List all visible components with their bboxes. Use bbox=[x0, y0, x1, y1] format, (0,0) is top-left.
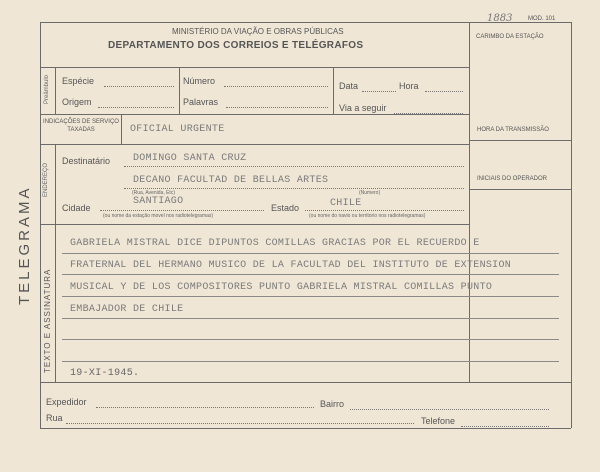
telefone-label: Telefone bbox=[421, 416, 456, 426]
body-rule-6 bbox=[62, 361, 559, 362]
cidade-hint: (ou nome da estação movel nos radiotelegramas) bbox=[103, 213, 214, 219]
body-line-4: EMBAJADOR DE CHILE bbox=[70, 304, 184, 315]
body-rule-5 bbox=[62, 339, 559, 340]
expedidor-line bbox=[96, 407, 314, 408]
data-label: Data bbox=[339, 81, 359, 91]
indicacoes-value: OFICIAL URGENTE bbox=[130, 124, 225, 135]
body-left bbox=[55, 224, 56, 382]
numero-line bbox=[224, 86, 328, 87]
body-date: 19-XI-1945. bbox=[70, 368, 140, 379]
cidade-label: Cidade bbox=[62, 203, 91, 213]
street-line bbox=[124, 188, 464, 189]
model-label: MOD. 101 bbox=[528, 16, 556, 22]
department-title: DEPARTAMENTO DOS CORREIOS E TELÉGRAFOS bbox=[108, 40, 364, 51]
body-rule-2 bbox=[62, 274, 559, 275]
transmissao-rule bbox=[469, 140, 571, 141]
via-line bbox=[394, 113, 463, 114]
preamble-bottom bbox=[40, 114, 469, 115]
hora-label: Hora bbox=[399, 81, 419, 91]
especie-label: Espécie bbox=[62, 76, 95, 86]
cidade-line bbox=[100, 210, 264, 211]
estado-line bbox=[305, 210, 464, 211]
address-left bbox=[55, 144, 56, 224]
address-bottom bbox=[40, 224, 469, 225]
hora-line bbox=[425, 91, 463, 92]
rua-label: Rua bbox=[46, 413, 63, 423]
street-value: DECANO FACULTAD DE BELLAS ARTES bbox=[133, 175, 329, 186]
data-line bbox=[362, 91, 396, 92]
destinatario-value: DOMINGO SANTA CRUZ bbox=[133, 153, 247, 164]
frame-bottom bbox=[40, 428, 571, 429]
body-line-2: FRATERNAL DEL HERMANO MUSICO DE LA FACULTAD DEL INSTITUTO DE EXTENSION bbox=[70, 260, 512, 271]
iniciais-operador-label: INICIAIS DO OPERADOR bbox=[477, 176, 548, 182]
body-side-label: TEXTO E ASSINATURA bbox=[43, 268, 52, 373]
bairro-label: Bairro bbox=[320, 399, 345, 409]
rua-line bbox=[66, 423, 414, 424]
address-side-label: ENDEREÇO bbox=[43, 162, 49, 197]
telefone-line bbox=[461, 426, 549, 427]
estado-label: Estado bbox=[271, 203, 300, 213]
indicacoes-bottom bbox=[40, 144, 469, 145]
body-bottom bbox=[40, 382, 571, 383]
preamble-top bbox=[40, 67, 469, 68]
right-column-divider bbox=[469, 22, 470, 382]
ministry-title: MINISTÉRIO DA VIAÇÃO E OBRAS PÚBLICAS bbox=[172, 27, 344, 36]
expedidor-label: Expedidor bbox=[46, 397, 87, 407]
body-rule-1 bbox=[62, 253, 559, 254]
estado-value: CHILE bbox=[330, 198, 362, 209]
via-label: Via a seguir bbox=[339, 103, 387, 113]
stamp-label: CARIMBO DA ESTAÇÃO bbox=[476, 34, 544, 40]
bairro-line bbox=[350, 409, 549, 410]
palavras-line bbox=[226, 107, 328, 108]
body-line-3: MUSICAL Y DE LOS COMPOSITORES PUNTO GABRIELA MISTRAL COMILLAS PUNTO bbox=[70, 282, 493, 293]
preamble-div2 bbox=[333, 67, 334, 114]
especie-line bbox=[104, 86, 174, 87]
street-hint: (Rua, Avenida, Etc) bbox=[132, 190, 175, 196]
handwritten-number: 1883 bbox=[487, 13, 513, 24]
cidade-value: SANTIAGO bbox=[133, 196, 184, 207]
hora-transmissao-label: HORA DA TRANSMISSÃO bbox=[477, 127, 549, 133]
preamble-left bbox=[55, 67, 56, 114]
preamble-side-label: Preâmbulo bbox=[44, 74, 50, 104]
origem-line bbox=[98, 107, 174, 108]
palavras-label: Palavras bbox=[183, 97, 219, 107]
operador-rule bbox=[469, 189, 571, 190]
body-rule-3 bbox=[62, 296, 559, 297]
telegrama-side-title: TELEGRAMA bbox=[16, 185, 33, 305]
destinatario-label: Destinatário bbox=[62, 156, 111, 166]
indicacoes-divider bbox=[121, 114, 122, 144]
number-hint: (Numero) bbox=[359, 190, 381, 196]
destinatario-line bbox=[124, 166, 464, 167]
numero-label: Número bbox=[183, 76, 216, 86]
frame-left bbox=[40, 22, 41, 428]
estado-hint: (ou nome do navio ou territorio nos radiotelegramas) bbox=[309, 213, 426, 219]
body-line-1: GABRIELA MISTRAL DICE DIPUNTOS COMILLAS GRACIAS POR EL RECUERDO E bbox=[70, 238, 480, 249]
preamble-div1 bbox=[179, 67, 180, 114]
indicacoes-label: INDICAÇÕES DE SERVIÇO TAXADAS bbox=[43, 119, 119, 133]
frame-right bbox=[571, 22, 572, 428]
origem-label: Origem bbox=[62, 97, 92, 107]
body-rule-4 bbox=[62, 318, 559, 319]
